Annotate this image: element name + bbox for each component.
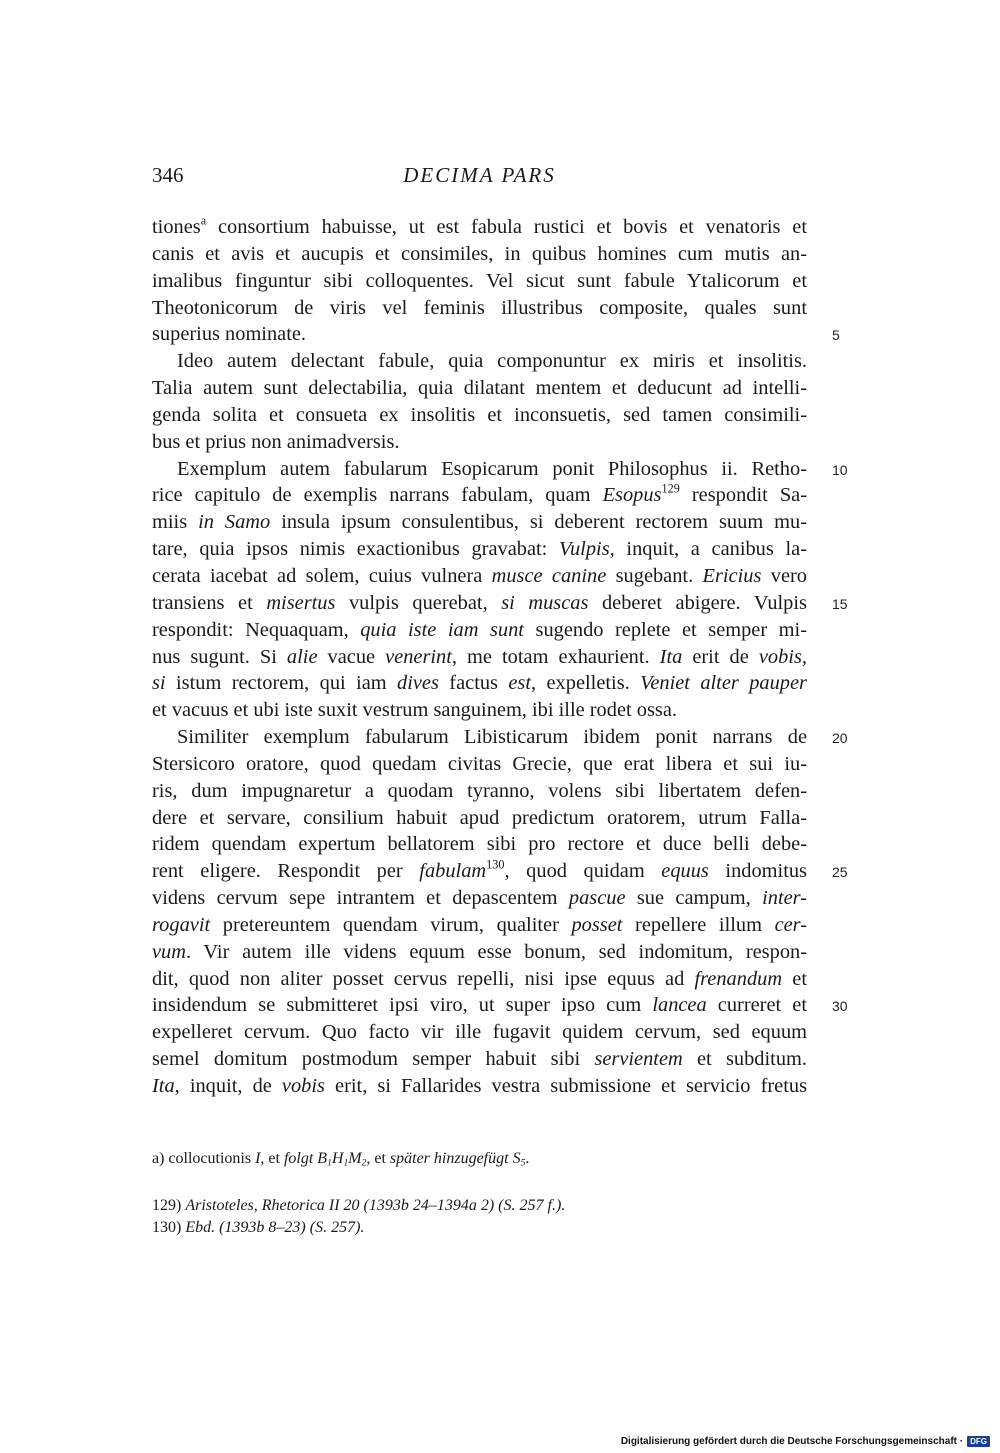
text-line: respondit: Nequaquam, quia iste iam sunt sugendo replete et semper mi- [152,618,807,641]
text-line: dere et servare, consilium habuit apud predictum oratorem, utrum Falla- [152,806,807,829]
main-text [152,213,848,1100]
text-line: vum. Vir autem ille videns equum esse bonum, sed indomitum, respon- [152,940,807,963]
text-line: imalibus finguntur sibi colloquentes. Vel sicut sunt fabule Ytalicorum et [152,269,807,292]
text-line: Ideo autem delectant fabule, quia componuntur ex miris et insolitis. [177,350,807,373]
line-number: 15 [832,595,848,612]
text-line: semel domitum postmodum semper habuit sibi servientem et subditum. [152,1048,807,1071]
text-line: superius nominate. 5 [152,321,807,348]
text-line: transiens et misertus vulpis querebat, si muscas deberet abigere. Vulpis 15 [152,590,807,617]
text-line: bus et prius non animadversis. [152,430,400,453]
text-line: rogavit pretereuntem quendam virum, qualiter posset repellere illum cer- [152,913,807,936]
text-line: Talia autem sunt delectabilia, quia dilatant mentem et deducunt ad intelli- [152,377,807,400]
source-footnotes [152,1195,807,1239]
running-title: DECIMA PARS [403,163,556,187]
text-line: ridem quendam expertum bellatorem sibi pro rectore et duce belli debe- [152,833,807,856]
text-line: canis et avis et aucupis et consimiles, in quibus homines cum mutis an- [152,242,807,265]
footnote-marker-129: 129 [661,481,680,496]
critical-apparatus [152,1148,807,1170]
text-line: rice capitulo de exemplis narrans fabulam, quam Esopus$^{129}$ respondit Sa- [152,481,808,507]
text-line: insidendum se submitteret ipsi viro, ut super ipso cum lancea curreret et 30 [152,992,807,1019]
text-line: si istum rectorem, qui iam dives factus est, expelletis. Veniet alter pauper [152,672,807,695]
text-line: miis in Samo insula ipsum consulentibus, si deberent rectorem suum mu- [152,511,807,534]
page-header [152,163,807,193]
footnote-marker-a: a [200,213,207,228]
footnote-marker-130: 130 [486,857,505,872]
funding-text: Digitalisierung gefördert durch die Deutsche Forschungsgemeinschaft · [620,1436,964,1447]
text-line: cerata iacebat ad solem, cuius vulnera musce canine sugebant. Ericius vero [152,564,808,587]
text-line: ris, dum impugnaretur a quodam tyranno, volens sibi libertatem defen- [152,779,807,802]
line-number: 5 [832,327,840,344]
footnote-130: 130) Ebd. (1393b 8–23) (S. 257). [152,1219,365,1236]
text-line: nus sugunt. Si alie vacue venerint, me totam exhaurient. Ita erit de vobis, [152,645,807,668]
text-line: Theotonicorum de viris vel feminis illustribus composite, quales sunt [152,296,807,319]
text-line: rent eligere. Respondit per fabulam$^{130}$, quod quidam equus indomitus 25 [152,858,807,885]
text-line: dit, quod non aliter posset cervus repelli, nisi ipse equus ad frenandum et [152,967,807,990]
text-line: tiones$^a$ consortium habuisse, ut est fabula rustici et bovis et venatoris et [152,213,807,238]
text-line: videns cervum sepe intrantem et depascentem pascue sue campum, inter- [152,887,807,910]
text-line: Ita, inquit, de vobis erit, si Fallarides vestra submissione et servicio fretus [152,1075,807,1097]
text-line: tare, quia ipsos nimis exactionibus gravabat: Vulpis, inquit, a canibus la- [152,538,807,561]
funding-banner [621,1436,990,1447]
footnote-a: a) collocutionis I, et folgt $B_1H_1M_2$, et später hinzugefügt $S_5$. [152,1150,530,1169]
text-line: genda solita et consueta ex insolitis et inconsuetis, sed tamen consimili- [152,403,807,426]
text-line: Exemplum autem fabularum Esopicarum ponit Philosophus ii. Retho- 10 [152,456,807,483]
line-number: 30 [832,998,848,1015]
footnote-129: 129) Aristoteles, Rhetorica II 20 (1393b 24–1394a 2) (S. 257 f.). [152,1197,566,1214]
line-number: 25 [832,864,848,881]
text-line: expelleret cervum. Quo facto vir ille fugavit quidem cervum, sed equum [152,1021,807,1044]
dfg-logo-icon: DFG [967,1436,990,1447]
page-number: 346 [152,163,184,187]
text-line: Similiter exemplum fabularum Libisticarum ibidem ponit narrans de 20 [152,724,807,751]
text-line: Stersicoro oratore, quod quedam civitas Grecie, que erat libera et sui iu- [152,752,807,775]
line-number: 20 [832,730,848,747]
line-number: 10 [832,461,848,478]
text-line: et vacuus et ubi iste suxit vestrum sanguinem, ibi ille rodet ossa. [152,699,677,722]
